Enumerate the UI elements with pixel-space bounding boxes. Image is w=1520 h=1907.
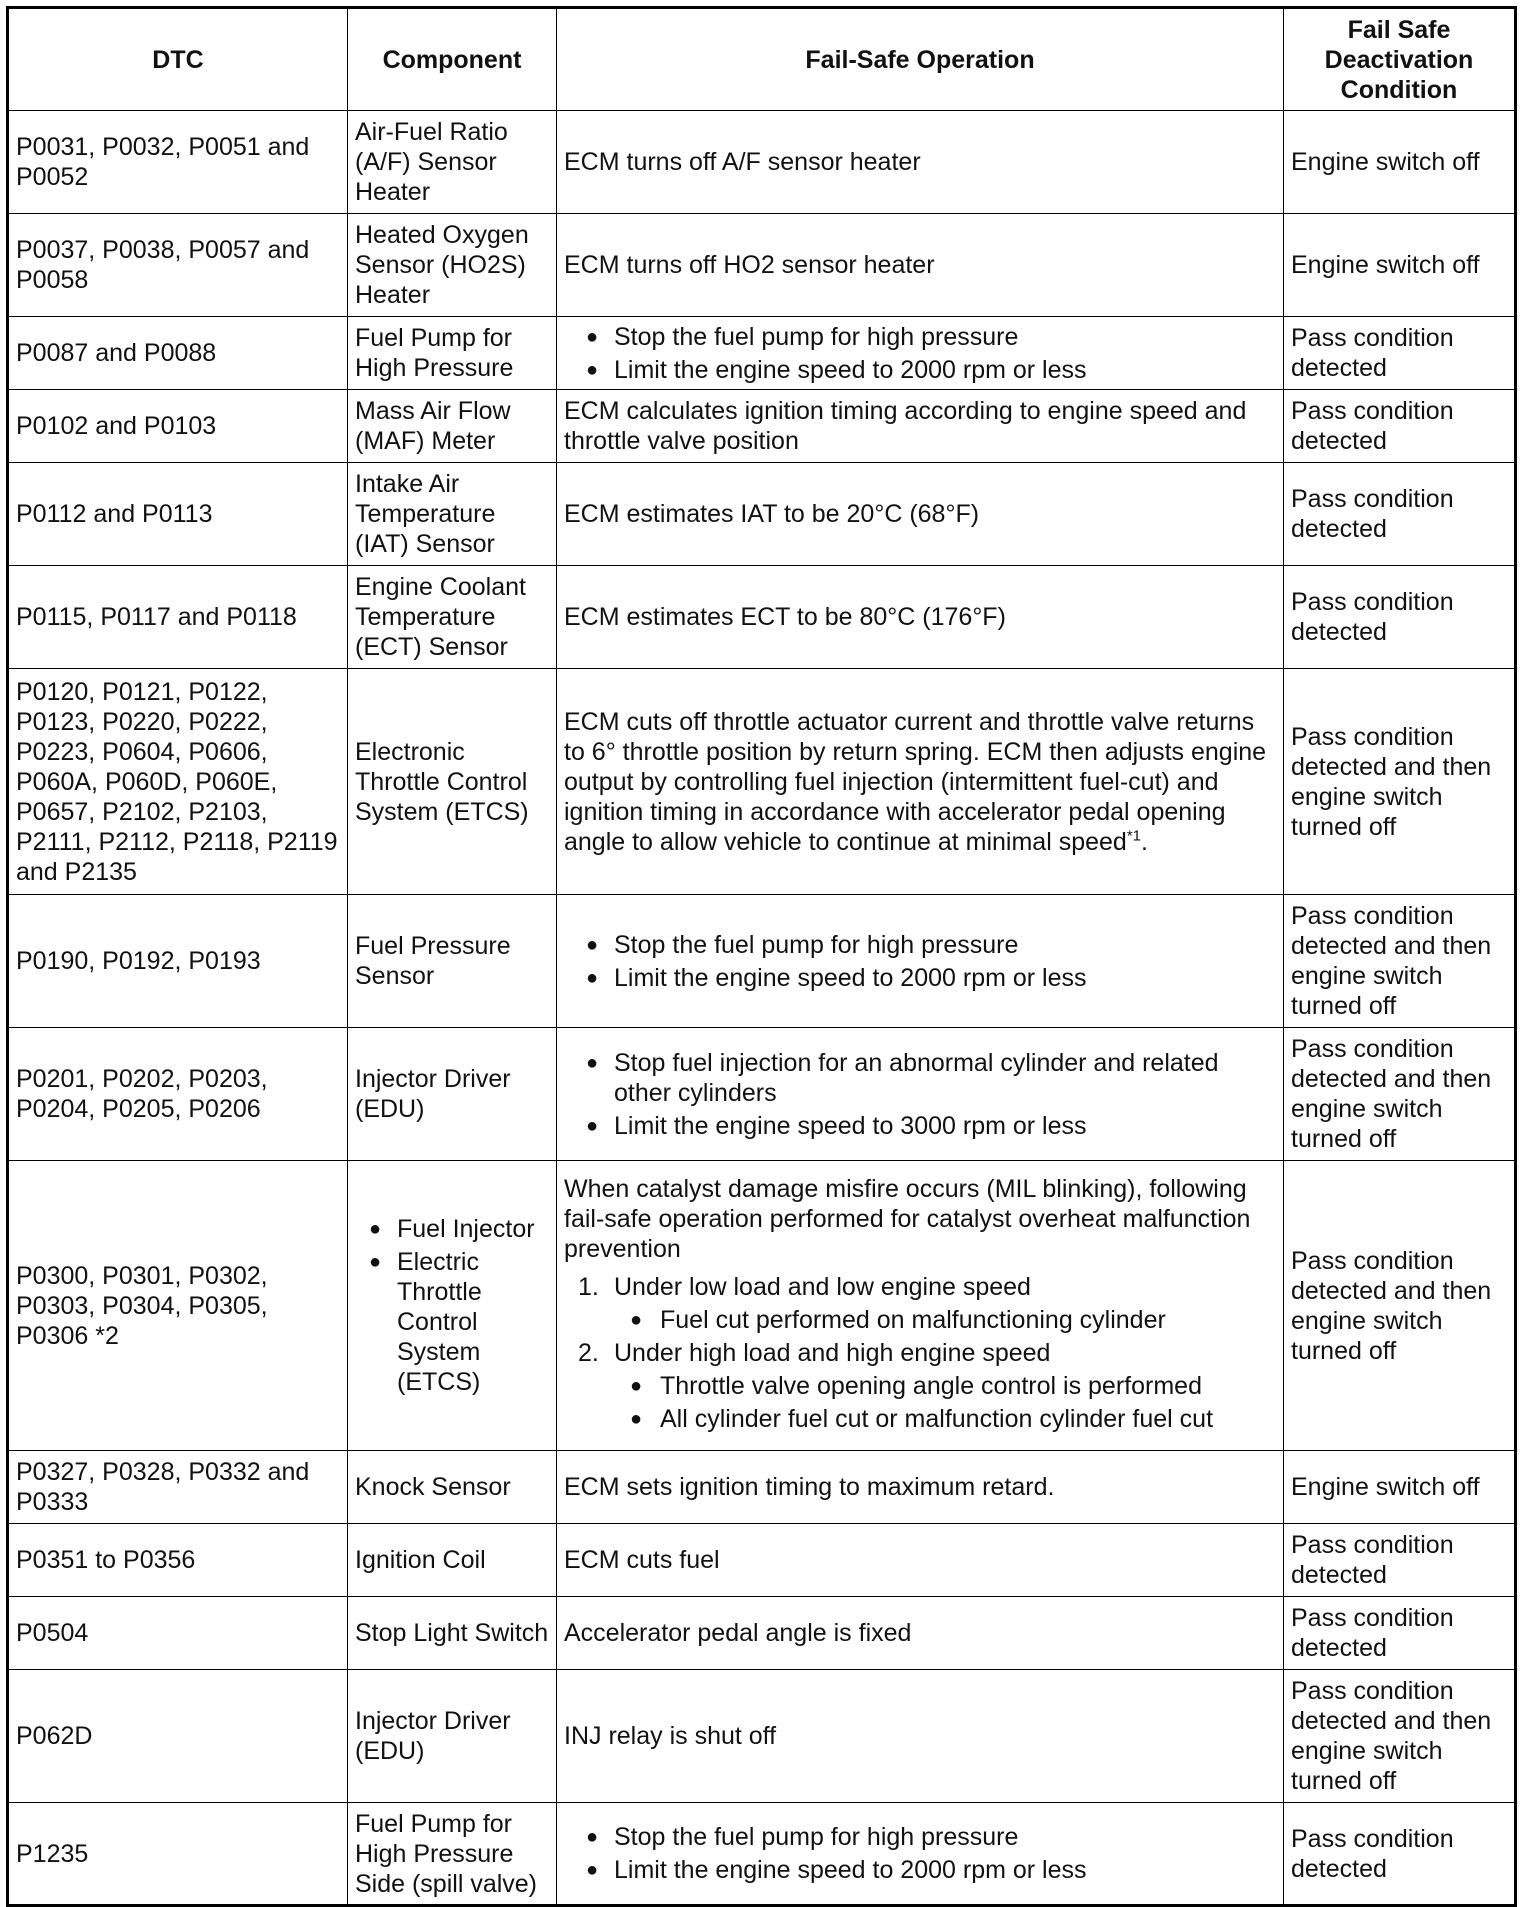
bullet-item: ● Limit the engine speed to 2000 rpm or less <box>586 963 1276 993</box>
deactivation-cell: Engine switch off <box>1284 1451 1516 1524</box>
operation-bullet-list <box>564 930 1276 993</box>
table-row <box>8 463 1516 566</box>
dtc-cell: P0087 and P0088 <box>8 317 348 390</box>
dtc-cell: P0327, P0328, P0332 and P0333 <box>8 1451 348 1524</box>
dtc-cell: P0115, P0117 and P0118 <box>8 566 348 669</box>
operation-cell <box>557 1028 1284 1161</box>
operation-cell: ECM sets ignition timing to maximum retard. <box>557 1451 1284 1524</box>
bullet-item: ● Stop fuel injection for an abnormal cylinder and related other cylinders <box>586 1048 1276 1108</box>
table-row <box>8 1670 1516 1803</box>
bullet-item: ● Stop the fuel pump for high pressure <box>586 930 1276 960</box>
operation-cell: Accelerator pedal angle is fixed <box>557 1597 1284 1670</box>
table-row <box>8 1524 1516 1597</box>
step-number: 2. <box>578 1339 599 1367</box>
bullet-item: ● Electric Throttle Control System (ETCS) <box>369 1247 549 1397</box>
table-row <box>8 895 1516 1028</box>
step-text: Under low load and low engine speed <box>614 1273 1031 1301</box>
deactivation-cell: Pass condition detected <box>1284 1803 1516 1906</box>
bullet-item: ● Limit the engine speed to 3000 rpm or less <box>586 1111 1276 1141</box>
deactivation-cell: Pass condition detected and then engine switch turned off <box>1284 669 1516 895</box>
sub-bullet-item: ● Fuel cut performed on malfunctioning cylinder <box>630 1305 1276 1335</box>
dtc-cell: P0112 and P0113 <box>8 463 348 566</box>
operation-cell <box>557 1803 1284 1906</box>
table-row <box>8 1028 1516 1161</box>
dtc-cell: P0201, P0202, P0203, P0204, P0205, P0206 <box>8 1028 348 1161</box>
component-cell: Heated Oxygen Sensor (HO2S) Heater <box>348 214 557 317</box>
operation-cell: ECM estimates IAT to be 20°C (68°F) <box>557 463 1284 566</box>
table-row <box>8 111 1516 214</box>
component-cell: Ignition Coil <box>348 1524 557 1597</box>
operation-text: ECM cuts off throttle actuator current and throttle valve returns to 6° throttle position by return spring. ECM then adjusts engine output by controlling fuel injection (intermittent fuel-cut) and ignition timing in accordance with accelerator pedal opening angle to allow vehicle to continue at minimal speed <box>564 707 1267 856</box>
step-sub-list <box>614 1371 1276 1434</box>
operation-cell: ECM estimates ECT to be 80°C (176°F) <box>557 566 1284 669</box>
step-text: Under high load and high engine speed <box>614 1339 1051 1367</box>
sub-bullet-item: ● All cylinder fuel cut or malfunction cylinder fuel cut <box>630 1404 1276 1434</box>
component-cell: Stop Light Switch <box>348 1597 557 1670</box>
header-dtc: DTC <box>8 8 348 111</box>
table-row <box>8 1161 1516 1451</box>
operation-cell: ECM cuts fuel <box>557 1524 1284 1597</box>
component-cell <box>348 1161 557 1451</box>
dtc-cell: P0351 to P0356 <box>8 1524 348 1597</box>
operation-intro: When catalyst damage misfire occurs (MIL blinking), following fail-safe operation performed for catalyst overheat malfunction prevention <box>564 1175 1251 1263</box>
operation-cell: ECM calculates ignition timing according to engine speed and throttle valve position <box>557 390 1284 463</box>
component-cell: Electronic Throttle Control System (ETCS) <box>348 669 557 895</box>
dtc-cell: P0102 and P0103 <box>8 390 348 463</box>
deactivation-cell: Pass condition detected and then engine switch turned off <box>1284 1670 1516 1803</box>
operation-cell: ECM turns off A/F sensor heater <box>557 111 1284 214</box>
dtc-cell: P0190, P0192, P0193 <box>8 895 348 1028</box>
table-row <box>8 214 1516 317</box>
deactivation-cell: Pass condition detected <box>1284 463 1516 566</box>
component-bullet-list <box>355 1214 549 1397</box>
header-deactivation: Fail Safe Deactivation Condition <box>1284 8 1516 111</box>
operation-bullet-list <box>564 1822 1276 1885</box>
bullet-item: ● Limit the engine speed to 2000 rpm or less <box>586 1855 1276 1885</box>
bullet-item: ● Fuel Injector <box>369 1214 549 1244</box>
operation-bullet-list <box>564 1048 1276 1141</box>
sub-bullet-item: ● Throttle valve opening angle control is performed <box>630 1371 1276 1401</box>
deactivation-cell: Pass condition detected and then engine switch turned off <box>1284 1161 1516 1451</box>
deactivation-cell: Pass condition detected <box>1284 566 1516 669</box>
component-cell: Injector Driver (EDU) <box>348 1670 557 1803</box>
dtc-cell: P0504 <box>8 1597 348 1670</box>
dtc-cell: P0300, P0301, P0302, P0303, P0304, P0305, P0306 *2 <box>8 1161 348 1451</box>
deactivation-cell: Pass condition detected <box>1284 390 1516 463</box>
operation-cell <box>557 895 1284 1028</box>
operation-cell <box>557 669 1284 895</box>
header-row <box>8 8 1516 111</box>
step-number: 1. <box>578 1273 599 1301</box>
operation-cell: ECM turns off HO2 sensor heater <box>557 214 1284 317</box>
dtc-cell: P0037, P0038, P0057 and P0058 <box>8 214 348 317</box>
component-cell: Injector Driver (EDU) <box>348 1028 557 1161</box>
component-cell: Fuel Pump for High Pressure Side (spill valve) <box>348 1803 557 1906</box>
dtc-cell: P1235 <box>8 1803 348 1906</box>
deactivation-cell: Pass condition detected <box>1284 1524 1516 1597</box>
table-row <box>8 390 1516 463</box>
component-cell: Fuel Pump for High Pressure <box>348 317 557 390</box>
operation-steps <box>564 1272 1276 1434</box>
deactivation-cell: Engine switch off <box>1284 111 1516 214</box>
deactivation-cell: Engine switch off <box>1284 214 1516 317</box>
deactivation-cell: Pass condition detected and then engine switch turned off <box>1284 1028 1516 1161</box>
table-row <box>8 1803 1516 1906</box>
table-row <box>8 1597 1516 1670</box>
table-row <box>8 1451 1516 1524</box>
operation-bullet-list <box>564 322 1276 385</box>
header-component: Component <box>348 8 557 111</box>
table-row <box>8 317 1516 390</box>
step-sub-list <box>614 1305 1276 1335</box>
deactivation-cell: Pass condition detected and then engine switch turned off <box>1284 895 1516 1028</box>
table-row <box>8 566 1516 669</box>
fail-safe-table <box>6 6 1517 1907</box>
footnote-marker: *1 <box>1126 827 1142 845</box>
operation-cell <box>557 317 1284 390</box>
step-item <box>578 1272 1276 1335</box>
step-item <box>578 1338 1276 1434</box>
table-row <box>8 669 1516 895</box>
component-cell: Fuel Pressure Sensor <box>348 895 557 1028</box>
header-operation: Fail-Safe Operation <box>557 8 1284 111</box>
component-cell: Intake Air Temperature (IAT) Sensor <box>348 463 557 566</box>
dtc-cell: P0120, P0121, P0122, P0123, P0220, P0222, P0223, P0604, P0606, P060A, P060D, P060E, P0657, P2102, P2103, P2111, P2112, P2118, P2119 and P2135 <box>8 669 348 895</box>
operation-cell: INJ relay is shut off <box>557 1670 1284 1803</box>
component-cell: Air-Fuel Ratio (A/F) Sensor Heater <box>348 111 557 214</box>
component-cell: Mass Air Flow (MAF) Meter <box>348 390 557 463</box>
operation-cell <box>557 1161 1284 1451</box>
component-cell: Engine Coolant Temperature (ECT) Sensor <box>348 566 557 669</box>
dtc-cell: P062D <box>8 1670 348 1803</box>
operation-end: . <box>1141 827 1148 856</box>
component-cell: Knock Sensor <box>348 1451 557 1524</box>
bullet-item: ● Stop the fuel pump for high pressure <box>586 1822 1276 1852</box>
bullet-item: ● Limit the engine speed to 2000 rpm or less <box>586 355 1276 385</box>
dtc-cell: P0031, P0032, P0051 and P0052 <box>8 111 348 214</box>
deactivation-cell: Pass condition detected <box>1284 317 1516 390</box>
deactivation-cell: Pass condition detected <box>1284 1597 1516 1670</box>
bullet-item: ● Stop the fuel pump for high pressure <box>586 322 1276 352</box>
